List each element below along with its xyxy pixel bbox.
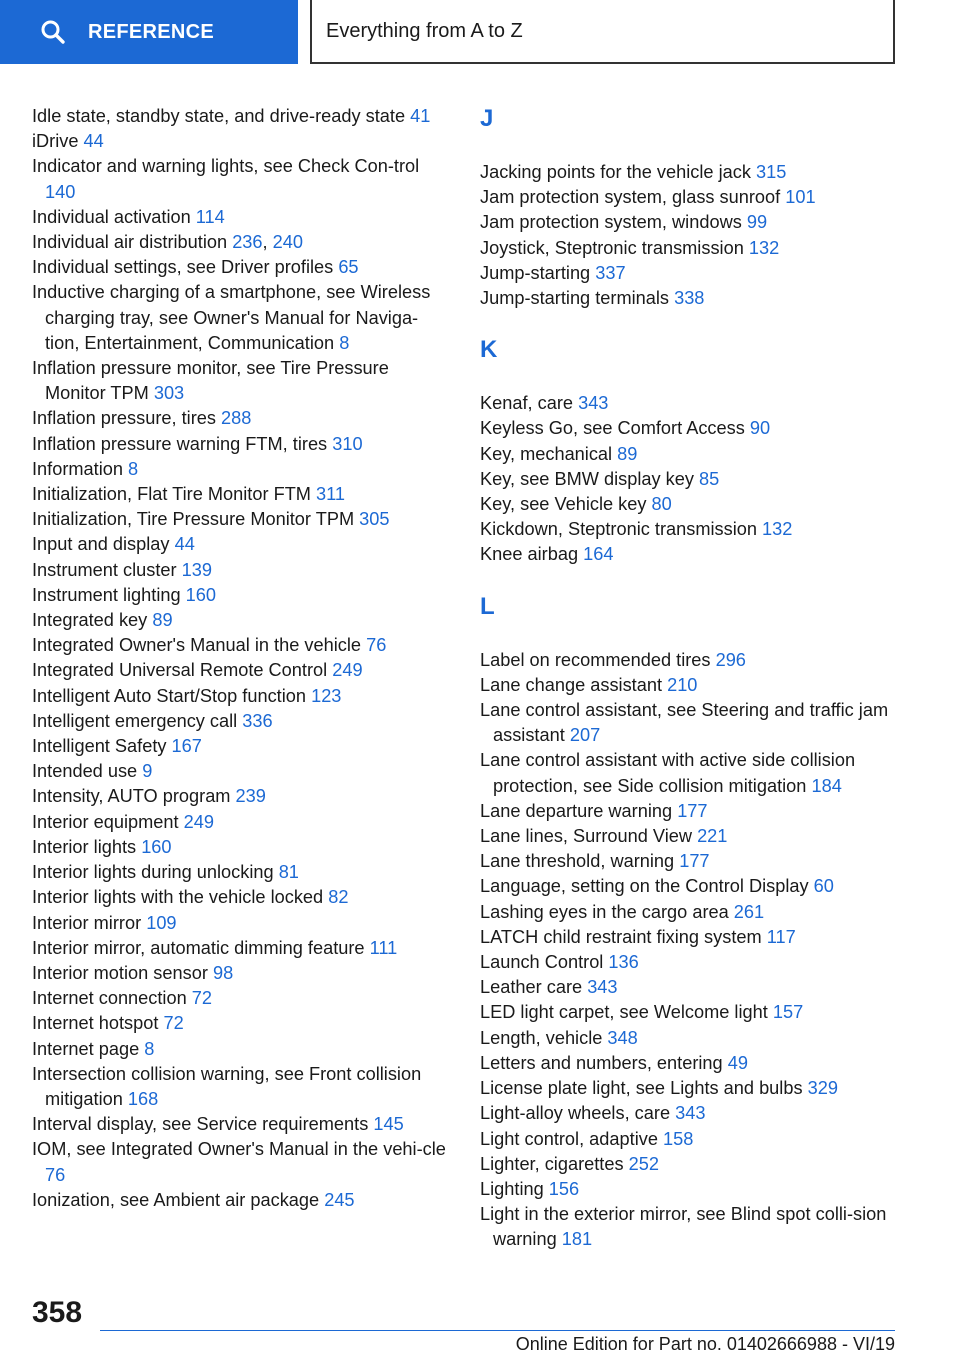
index-entry-text: Ionization, see Ambient air package bbox=[32, 1189, 320, 1210]
page-reference-link[interactable]: 167 bbox=[171, 736, 202, 757]
page-reference-link[interactable]: 343 bbox=[578, 393, 609, 414]
page-reference-link[interactable]: 49 bbox=[727, 1052, 748, 1073]
index-entry bbox=[480, 900, 900, 925]
index-entry bbox=[480, 748, 900, 798]
page-reference-link[interactable]: 139 bbox=[181, 559, 212, 580]
page-reference-link[interactable]: 117 bbox=[766, 926, 796, 947]
index-entry-text: Individual air distribution bbox=[32, 232, 228, 253]
index-entry-text: Information bbox=[32, 458, 123, 479]
index-entry-text: Length, vehicle bbox=[480, 1027, 603, 1048]
page-reference-link[interactable]: 9 bbox=[142, 761, 153, 782]
index-entry-text: Language, setting on the Control Display bbox=[480, 876, 809, 897]
index-entry bbox=[32, 784, 452, 809]
page-reference-link[interactable]: 184 bbox=[811, 775, 842, 796]
index-entry bbox=[480, 1202, 900, 1252]
page-reference-link[interactable]: 207 bbox=[569, 725, 601, 746]
index-entry bbox=[32, 532, 452, 557]
index-entry-text: Label on recommended tires bbox=[480, 649, 711, 670]
page-reference-link[interactable]: 99 bbox=[746, 212, 768, 233]
index-entry bbox=[32, 709, 452, 734]
index-entry bbox=[32, 1037, 452, 1062]
index-entry bbox=[480, 648, 900, 673]
index-entry-text: Instrument cluster bbox=[32, 559, 177, 580]
index-entry bbox=[32, 1011, 452, 1036]
index-entry bbox=[480, 1101, 900, 1126]
index-entry bbox=[32, 255, 452, 280]
page-reference-link[interactable]: 348 bbox=[607, 1027, 638, 1048]
page-reference-link[interactable]: 8 bbox=[128, 458, 139, 479]
page-reference-link[interactable]: 156 bbox=[548, 1178, 580, 1199]
index-entry bbox=[32, 633, 452, 658]
page-reference-link[interactable]: 343 bbox=[587, 977, 618, 998]
page-reference-link[interactable]: 236 bbox=[232, 232, 263, 253]
page-reference-link[interactable]: 240 bbox=[272, 232, 304, 253]
index-entry-text: Lighting bbox=[480, 1178, 544, 1199]
index-entry-text: Light-alloy wheels, care bbox=[480, 1103, 671, 1124]
index-entry bbox=[480, 1051, 900, 1076]
index-entry-text: Jam protection system, glass sunroof bbox=[480, 187, 781, 208]
index-entry-text: Leather care bbox=[480, 977, 583, 998]
index-entry-text: Indicator and warning lights, see Check Con-trol bbox=[32, 156, 420, 177]
page-reference-link[interactable]: 90 bbox=[749, 418, 771, 439]
index-entry-text: Interior lights with the vehicle locked bbox=[32, 887, 324, 908]
index-entry bbox=[32, 1137, 452, 1187]
index-entry-text: LATCH child restraint fixing system bbox=[480, 926, 762, 947]
page-reference-link[interactable]: 168 bbox=[127, 1088, 159, 1109]
index-entry bbox=[480, 874, 900, 899]
index-entry-text: Internet page bbox=[32, 1038, 140, 1059]
index-entry-text: Lashing eyes in the cargo area bbox=[480, 901, 729, 922]
index-entry-text: Knee airbag bbox=[480, 544, 579, 565]
page-reference-link[interactable]: 41 bbox=[410, 106, 431, 126]
index-entry bbox=[480, 236, 900, 261]
page-reference-link[interactable]: 123 bbox=[311, 685, 342, 706]
index-entry-text: Intensity, AUTO program bbox=[32, 786, 231, 807]
page-reference-link[interactable]: 336 bbox=[242, 710, 273, 731]
index-entry bbox=[32, 608, 452, 633]
index-entry bbox=[32, 911, 452, 936]
index-entry bbox=[32, 759, 452, 784]
footer-edition: Online Edition for Part no. 01402666988 - VI/19 bbox=[515, 1334, 895, 1354]
page-reference-link[interactable]: 136 bbox=[608, 952, 639, 973]
page-reference-link[interactable]: 60 bbox=[813, 876, 834, 897]
page-reference-link[interactable]: 80 bbox=[651, 494, 672, 515]
index-entry bbox=[480, 210, 900, 235]
index-entry-text: LED light carpet, see Welcome light bbox=[480, 1002, 768, 1023]
index-column-left bbox=[32, 104, 452, 1213]
page-reference-link[interactable]: 329 bbox=[807, 1078, 838, 1099]
index-entry bbox=[32, 482, 452, 507]
index-entry bbox=[32, 684, 452, 709]
index-entry-text: Key, mechanical bbox=[480, 443, 613, 464]
index-entry bbox=[32, 432, 452, 457]
index-entry-text: Key, see BMW display key bbox=[480, 468, 694, 489]
page-reference-link[interactable]: 132 bbox=[762, 519, 793, 540]
page-reference-link[interactable]: 245 bbox=[324, 1189, 355, 1210]
index-entry bbox=[480, 799, 900, 824]
index-entry bbox=[32, 658, 452, 683]
page-reference-link[interactable]: 8 bbox=[144, 1038, 155, 1059]
index-entry-text: Lighter, cigarettes bbox=[480, 1153, 624, 1174]
index-entry-text: Lane departure warning bbox=[480, 800, 673, 821]
index-entry bbox=[32, 205, 452, 230]
page-reference-link[interactable]: 82 bbox=[328, 887, 349, 908]
index-entry bbox=[32, 356, 452, 406]
section-title bbox=[310, 0, 895, 64]
page-reference-link[interactable]: 140 bbox=[45, 181, 76, 202]
page-reference-link[interactable]: 296 bbox=[715, 649, 746, 670]
index-entry-text: Interval display, see Service requirements bbox=[32, 1114, 369, 1135]
index-entry-text: Light control, adaptive bbox=[480, 1128, 658, 1149]
index-entry-text: Intelligent Auto Start/Stop function bbox=[32, 685, 307, 706]
index-entry bbox=[32, 835, 452, 860]
index-entry-text: Interior equipment bbox=[32, 811, 179, 832]
index-entry bbox=[480, 185, 900, 210]
index-entry bbox=[480, 698, 900, 748]
index-entry-text: Joystick, Steptronic transmission bbox=[480, 237, 744, 258]
page-reference-link[interactable]: 44 bbox=[83, 131, 104, 152]
index-entry bbox=[480, 517, 900, 542]
index-entry-text: Kickdown, Steptronic transmission bbox=[480, 519, 757, 540]
index-entry bbox=[480, 1127, 900, 1152]
page-reference-link[interactable]: 76 bbox=[366, 635, 387, 656]
page-reference-link[interactable]: 239 bbox=[235, 786, 266, 807]
index-entry-text: Jump-starting bbox=[480, 262, 591, 283]
page-reference-link[interactable]: 72 bbox=[191, 988, 212, 1009]
index-entry bbox=[32, 1188, 452, 1213]
index-entry-text: Internet hotspot bbox=[32, 1013, 159, 1034]
index-entry-text: Keyless Go, see Comfort Access bbox=[480, 418, 745, 439]
index-entry bbox=[32, 961, 452, 986]
index-entry bbox=[480, 286, 900, 311]
index-entry-text: Jacking points for the vehicle jack bbox=[480, 162, 751, 182]
index-entry-text: Lane control assistant with active side collision protection, see Side collision mitigation bbox=[480, 750, 856, 796]
page-reference-link[interactable]: 44 bbox=[174, 534, 195, 555]
index-entry bbox=[32, 104, 452, 129]
index-entry-text: IOM, see Integrated Owner's Manual in the vehi-cle bbox=[32, 1139, 446, 1160]
index-entry bbox=[480, 160, 900, 185]
page-reference-link[interactable]: 72 bbox=[163, 1013, 184, 1034]
footer-divider bbox=[100, 1330, 895, 1331]
index-entry bbox=[32, 280, 452, 356]
page-reference-link[interactable]: 210 bbox=[667, 674, 698, 695]
index-entry-text: Initialization, Flat Tire Monitor FTM bbox=[32, 484, 311, 505]
page-reference-link[interactable]: 310 bbox=[332, 433, 363, 454]
page-reference-link[interactable]: 89 bbox=[617, 443, 638, 464]
page-reference-link[interactable]: 8 bbox=[339, 332, 350, 353]
page-reference-link[interactable]: 81 bbox=[278, 862, 299, 883]
index-entry-text: Lane lines, Surround View bbox=[480, 826, 692, 847]
page-reference-link[interactable]: 311 bbox=[316, 484, 346, 505]
index-entry bbox=[480, 1000, 900, 1025]
index-entry bbox=[480, 492, 900, 517]
page-reference-link[interactable]: 315 bbox=[756, 162, 787, 182]
page-reference-link[interactable]: 177 bbox=[677, 800, 708, 821]
index-entry bbox=[480, 925, 900, 950]
page-reference-link[interactable]: 177 bbox=[679, 851, 710, 872]
index-entry bbox=[32, 734, 452, 759]
page-reference-link[interactable]: 261 bbox=[733, 901, 765, 922]
search-icon bbox=[40, 19, 66, 45]
page-reference-link[interactable]: 221 bbox=[697, 826, 728, 847]
index-entry bbox=[32, 558, 452, 583]
index-entry bbox=[32, 406, 452, 431]
index-entry bbox=[480, 542, 900, 567]
index-entry-text: Intersection collision warning, see Front collision mitigation bbox=[32, 1063, 422, 1109]
page-reference-link[interactable]: 76 bbox=[45, 1164, 66, 1185]
index-entry bbox=[480, 950, 900, 975]
section-letter-heading: L bbox=[480, 592, 495, 620]
reference-tab[interactable] bbox=[0, 0, 298, 64]
index-entry bbox=[480, 1076, 900, 1101]
page-reference-link[interactable]: 337 bbox=[595, 262, 626, 283]
page-reference-link[interactable]: 249 bbox=[183, 811, 215, 832]
section-letter-heading: K bbox=[480, 336, 498, 364]
index-entry-text: Lane threshold, warning bbox=[480, 851, 675, 872]
page-reference-link[interactable]: 160 bbox=[141, 836, 172, 857]
page-reference-link[interactable]: 343 bbox=[675, 1103, 706, 1124]
index-entry bbox=[480, 442, 900, 467]
index-entry bbox=[480, 416, 900, 441]
index-entry: Individual air distribution 236, 240 bbox=[32, 232, 304, 253]
page-reference-link[interactable]: 252 bbox=[628, 1153, 659, 1174]
index-entry-text: Integrated key bbox=[32, 610, 148, 631]
reference-tab-label: REFERENCE bbox=[88, 20, 215, 43]
index-entry-text: Interior lights during unlocking bbox=[32, 862, 274, 883]
page-reference-link[interactable]: 303 bbox=[153, 383, 185, 404]
page-reference-link[interactable]: 101 bbox=[785, 187, 816, 208]
section-title-text: Everything from A to Z bbox=[326, 19, 523, 42]
index-entry-text: Interior mirror, automatic dimming feature bbox=[32, 937, 365, 958]
index-column-right bbox=[480, 104, 900, 1253]
index-entry-text: Jump-starting terminals bbox=[480, 288, 670, 309]
index-entry bbox=[32, 1112, 452, 1137]
page-reference-link[interactable]: 160 bbox=[185, 584, 217, 605]
page-reference-link[interactable]: 164 bbox=[583, 544, 614, 565]
index-entry-text: Idle state, standby state, and drive-ready state bbox=[32, 106, 406, 126]
index-entry bbox=[480, 975, 900, 1000]
index-entry-text: Input and display bbox=[32, 534, 170, 555]
index-entry-text: Intended use bbox=[32, 761, 138, 782]
page-number: 358 bbox=[32, 1296, 83, 1329]
index-entry-text: Interior motion sensor bbox=[32, 962, 208, 983]
page-reference-link[interactable]: 85 bbox=[699, 468, 720, 489]
index-entry-text: Key, see Vehicle key bbox=[480, 494, 647, 515]
page-reference-link[interactable]: 89 bbox=[152, 610, 173, 631]
page-reference-link[interactable]: 157 bbox=[772, 1002, 804, 1023]
index-entry bbox=[32, 154, 452, 204]
index-entry-text: Intelligent emergency call bbox=[32, 710, 238, 731]
page-reference-link[interactable]: 111 bbox=[369, 937, 398, 958]
index-entry-text: Inflation pressure warning FTM, tires bbox=[32, 433, 328, 454]
index-entry bbox=[480, 391, 900, 416]
page-reference-link[interactable]: 305 bbox=[359, 509, 390, 530]
page-reference-link[interactable]: 65 bbox=[338, 257, 359, 278]
page-reference-link[interactable]: 338 bbox=[674, 288, 705, 309]
index-entry bbox=[480, 261, 900, 286]
index-entry-text: Instrument lighting bbox=[32, 584, 181, 605]
index-entry bbox=[32, 936, 452, 961]
index-entry-text: Integrated Owner's Manual in the vehicle bbox=[32, 635, 362, 656]
page-reference-link[interactable]: 158 bbox=[663, 1128, 694, 1149]
index-entry-text: Inflation pressure monitor, see Tire Pressure Monitor TPM bbox=[32, 358, 389, 404]
index-entry-text: Integrated Universal Remote Control bbox=[32, 660, 328, 681]
index-entry-text: Interior lights bbox=[32, 836, 137, 857]
index-entry-text: Lane control assistant, see Steering and traffic jam assistant bbox=[480, 700, 889, 746]
index-entry-text: Letters and numbers, entering bbox=[480, 1052, 723, 1073]
index-entry-text: License plate light, see Lights and bulbs bbox=[480, 1078, 803, 1099]
page-reference-link[interactable]: 145 bbox=[373, 1114, 404, 1135]
index-entry bbox=[480, 1177, 900, 1202]
index-entry bbox=[480, 673, 900, 698]
index-entry bbox=[32, 810, 452, 835]
index-entry-text: Jam protection system, windows bbox=[480, 212, 742, 233]
section-letter-heading: J bbox=[480, 105, 494, 132]
page-reference-link[interactable]: 249 bbox=[332, 660, 363, 681]
index-entry-text: Initialization, Tire Pressure Monitor TPM bbox=[32, 509, 355, 530]
index-entry-text: iDrive bbox=[32, 131, 79, 152]
index-entry-text: Inductive charging of a smartphone, see Wireless charging tray, see Owner's Manual for Naviga-tion, Entertainment, Communication bbox=[32, 282, 431, 353]
index-entry-text: Interior mirror bbox=[32, 912, 142, 933]
index-entry bbox=[32, 885, 452, 910]
index-entry-text: Individual activation bbox=[32, 206, 191, 227]
index-entry-text: Individual settings, see Driver profiles bbox=[32, 257, 334, 278]
index-entry bbox=[480, 849, 900, 874]
index-entry-text: Inflation pressure, tires bbox=[32, 408, 216, 429]
page-reference-link[interactable]: 181 bbox=[561, 1229, 593, 1250]
index-entry-text: Light in the exterior mirror, see Blind spot colli-sion warning bbox=[480, 1204, 887, 1250]
index-entry bbox=[32, 986, 452, 1011]
index-entry bbox=[480, 1152, 900, 1177]
page-reference-link[interactable]: 114 bbox=[195, 206, 225, 227]
index-entry-text: Launch Control bbox=[480, 952, 604, 973]
index-entry bbox=[480, 467, 900, 492]
index-entry bbox=[480, 1026, 900, 1051]
index-entry bbox=[32, 129, 452, 154]
index-entry bbox=[32, 507, 452, 532]
index-entry bbox=[32, 457, 452, 482]
page-reference-link[interactable]: 98 bbox=[212, 962, 234, 983]
index-entry-text: Internet connection bbox=[32, 988, 187, 1009]
page-reference-link[interactable]: 132 bbox=[748, 237, 780, 258]
index-entry bbox=[32, 583, 452, 608]
index-entry-text: Intelligent Safety bbox=[32, 736, 167, 757]
index-entry-text: Lane change assistant bbox=[480, 674, 663, 695]
index-entry bbox=[480, 824, 900, 849]
index-entry-text: Kenaf, care bbox=[480, 393, 574, 414]
page-reference-link[interactable]: 109 bbox=[146, 912, 177, 933]
page-reference-link[interactable]: 288 bbox=[221, 408, 252, 429]
index-entry bbox=[32, 1062, 452, 1112]
index-entry bbox=[32, 860, 452, 885]
